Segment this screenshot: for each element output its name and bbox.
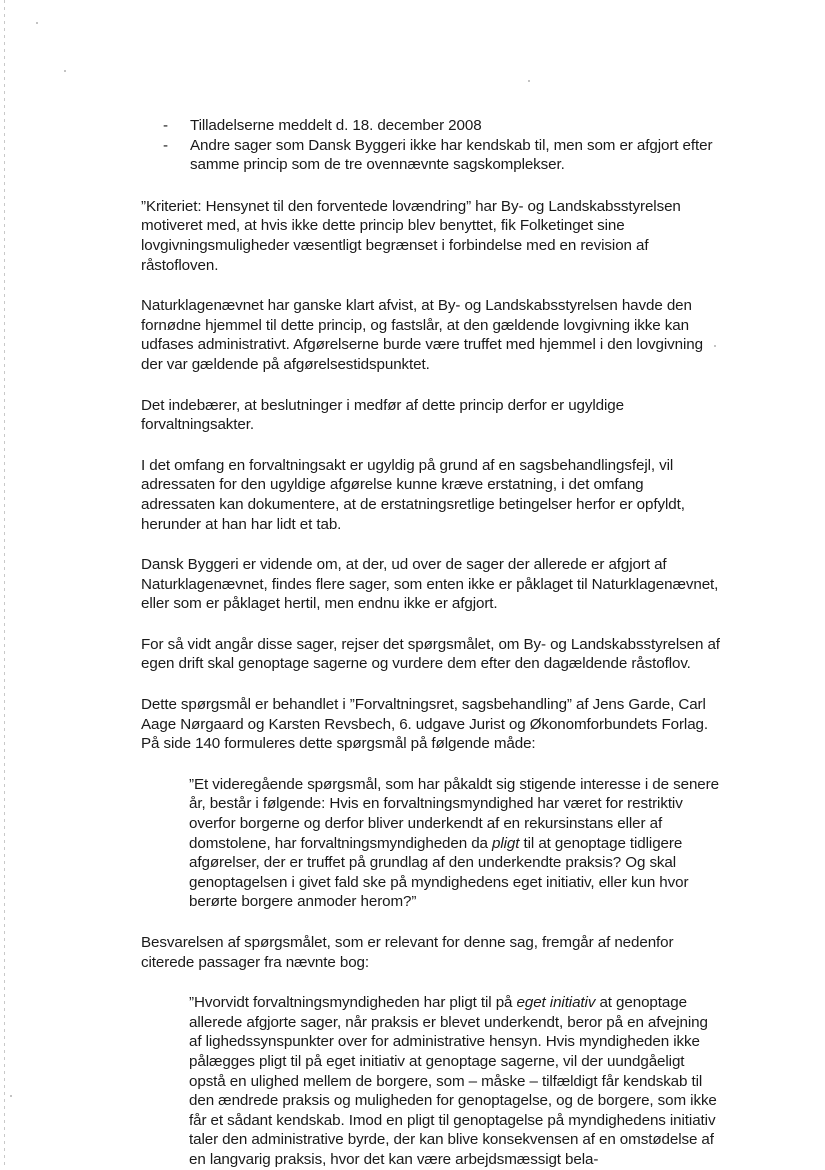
quote-text: til at genoptage tidligere afgørelser, der er truffet på grundlag af den underkendte praksis? Og skal genoptagelsen i givet fald ske på myndighedens eget initiativ, eller kun hvor berørte borgere anmoder herom?” [189,834,689,911]
paragraph-forvaltningsret: Dette spørgsmål er behandlet i ”Forvaltningsret, sagsbehandling” af Jens Garde, Carl Aage Nørgaard og Karsten Revsbech, 6. udgave Jurist og Økonomforbundets Forlag. På side 140 formuleres dette spørgsmål på følgende måde: [141,696,709,753]
bullet-text: Andre sager som Dansk Byggeri ikke har kendskab til, men som er afgjort efter samme princip som de tre ovennævnte sagskomplekser. [190,136,713,174]
paragraph-kriteriet: ”Kriteriet: Hensynet til den forventede lovændring” har By- og Landskabsstyrelsen motiveret med, at hvis ikke dette princip blev benyttet, fik Folketinget sine lovgivningsmuligheder væsentligt begrænset i forbindelse med en revision af råstofloven. [141,197,681,274]
scan-speck [36,22,38,24]
bullet-list [141,116,721,175]
quote-emphasis: pligt [492,834,520,852]
scan-speck [528,80,530,82]
list-item [141,136,721,175]
quote-text: ”Et videregående spørgsmål, som har påkaldt sig stigende interesse i de senere år, består i følgende: Hvis en forvaltningsmyndighed har været for restriktiv overfor borgerne og derfor bliver underkendt af en rekursinstans eller af domstolene, har forvaltningsmyndigheden da [189,775,719,852]
quote-emphasis: eget initiativ [516,994,596,1012]
block-quote-2 [189,993,721,1169]
scan-speck [64,70,66,72]
scan-edge-line [4,0,5,1168]
bullet-marker: - [163,117,168,134]
paragraph-ugyldige: Det indebærer, at beslutninger i medfør af dette princip derfor er ugyldige forvaltningsakter. [141,396,624,434]
quote-text: ”Hvorvidt forvaltningsmyndigheden har pligt til på [189,994,517,1012]
paragraph-besvarelsen: Besvarelsen af spørgsmålet, som er relevant for denne sag, fremgår af nedenfor citerede passager fra nævnte bog: [141,934,674,971]
paragraph-dansk-byggeri: Dansk Byggeri er vidende om, at der, ud over de sager der allerede er afgjort af Naturklagenævnet, findes flere sager, som enten ikke er påklaget til Naturklagenævnet, eller som er påklaget hertil, men endnu ikke er afgjort. [141,556,719,613]
quote-text: at genoptage allerede afgjorte sager, når praksis er blevet underkendt, beror på en afvejning af lighedssynspunkter over for administrative hensyn. Hvis myndigheden ikke pålægges pligt til på eget initiativ at genoptage sagerne, vil der uundgåeligt opstå en ulighed mellem de borgere, som – måske – tilfældigt får kendskab til den ændrede praksis og muligheden for genoptagelse, og de borgere, som ikke får et sådant kendskab. Imod en pligt til genoptagelse på myndighedens initiativ taler den administrative byrde, der kan blive konsekvensen af en omstødelse af en langvarig praksis, hvor det kan være arbejdsmæssigt bela- [189,994,717,1168]
bullet-text: Tilladelserne meddelt d. 18. december 2008 [190,117,482,134]
paragraph-naturklagenaevnet: Naturklagenævnet har ganske klart afvist, at By- og Landskabsstyrelsen havde den fornødne hjemmel til dette princip, og fastslår, at den gældende lovgivning ikke kan udfases administrativt. Afgørelserne burde være truffet med hjemmel i den lovgivning der var gældende på afgørelsestidspunktet. [141,297,703,373]
bullet-marker: - [163,136,168,154]
document-body [141,116,721,1170]
list-item [141,116,721,136]
block-quote-1 [189,775,721,912]
paragraph-erstatning: I det omfang en forvaltningsakt er ugyldig på grund af en sagsbehandlingsfejl, vil adressaten for den ugyldige afgørelse kunne kræve erstatning, i det omfang adressaten kan dokumentere, at de erstatningsretlige betingelser herfor er opfyldt, herunder at han har lidt et tab. [141,456,685,533]
scan-speck [10,1095,12,1097]
paragraph-genoptage: For så vidt angår disse sager, rejser det spørgsmålet, om By- og Landskabsstyrelsen af egen drift skal genoptage sagerne og vurdere dem efter den dagældende råstoflov. [141,635,720,673]
